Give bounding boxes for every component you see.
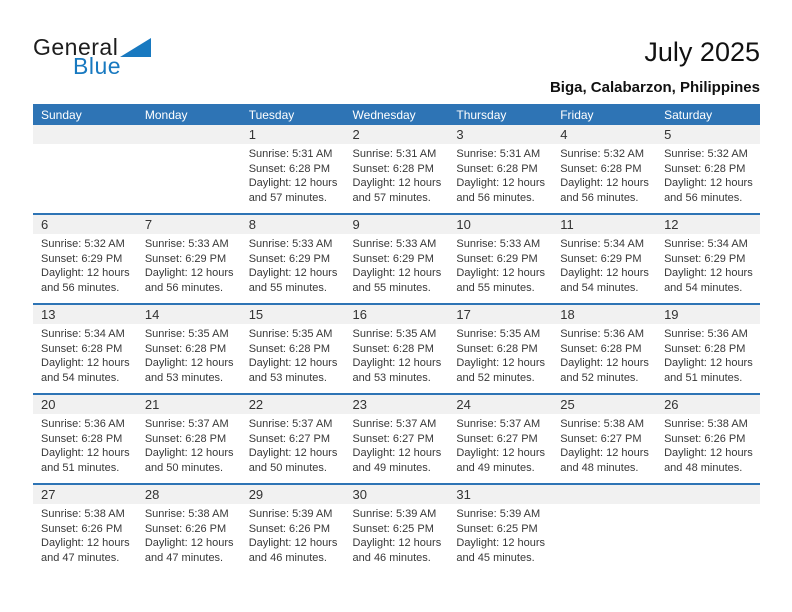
cell-details	[552, 324, 656, 385]
sunset-text: Sunset: 6:27 PM	[352, 432, 434, 445]
daylight-text-line1: Daylight: 12 hours	[41, 447, 130, 460]
daylight-text-line1: Daylight: 12 hours	[664, 357, 753, 370]
cell-details	[345, 504, 449, 565]
daylight-text-line1: Daylight: 12 hours	[560, 447, 649, 460]
cell-details	[33, 324, 137, 385]
sunset-text: Sunset: 6:29 PM	[456, 252, 538, 265]
daylight-text-line1: Daylight: 12 hours	[352, 447, 442, 460]
cell-details	[241, 414, 345, 475]
day-number-stripe	[33, 305, 137, 324]
calendar-cell	[33, 214, 137, 304]
weekday-header: Saturday	[656, 104, 760, 125]
daylight-text-line2: and 55 minutes.	[456, 281, 535, 294]
daylight-text-line1: Daylight: 12 hours	[41, 267, 130, 280]
calendar-cell-empty	[656, 484, 760, 573]
daylight-text-line2: and 55 minutes.	[352, 281, 431, 294]
cell-details	[137, 144, 241, 147]
cell-details	[345, 234, 449, 295]
cell-details	[137, 234, 241, 295]
cell-details	[241, 324, 345, 385]
calendar-cell	[345, 214, 449, 304]
day-number: 16	[352, 307, 367, 322]
week-row	[33, 484, 760, 573]
day-number-stripe	[241, 485, 345, 504]
daylight-text-line2: and 47 minutes.	[41, 551, 120, 564]
sunrise-text: Sunrise: 5:33 AM	[456, 238, 541, 250]
day-number: 29	[248, 487, 264, 502]
daylight-text-line2: and 57 minutes.	[248, 191, 327, 204]
daylight-text-line2: and 49 minutes.	[456, 461, 535, 474]
sunset-text: Sunset: 6:28 PM	[41, 432, 123, 445]
day-number: 9	[352, 217, 360, 232]
calendar-cell	[345, 394, 449, 484]
cell-details	[448, 144, 552, 205]
day-number	[33, 127, 41, 142]
sunrise-text: Sunrise: 5:38 AM	[560, 418, 644, 430]
daylight-text-line2: and 56 minutes.	[144, 281, 224, 294]
day-number-stripe	[241, 125, 345, 144]
daylight-text-line1: Daylight: 12 hours	[352, 537, 442, 550]
day-number: 26	[664, 397, 679, 412]
calendar-cell	[552, 125, 656, 214]
daylight-text-line1: Daylight: 12 hours	[248, 447, 338, 460]
sunrise-text: Sunrise: 5:37 AM	[456, 418, 541, 430]
daylight-text-line1: Daylight: 12 hours	[560, 177, 649, 190]
sunrise-text: Sunrise: 5:39 AM	[352, 508, 437, 520]
sunrise-text: Sunrise: 5:35 AM	[248, 328, 333, 340]
sunrise-text: Sunrise: 5:36 AM	[41, 418, 125, 430]
daylight-text-line2: and 54 minutes.	[41, 371, 120, 384]
calendar-cell	[552, 214, 656, 304]
day-number: 6	[41, 217, 49, 232]
day-number: 23	[352, 397, 367, 412]
sunset-text: Sunset: 6:28 PM	[560, 342, 642, 355]
calendar-cell	[552, 394, 656, 484]
calendar-cell	[137, 394, 241, 484]
cell-details	[656, 414, 760, 475]
day-number: 15	[248, 307, 264, 322]
day-number: 14	[144, 307, 160, 322]
sunrise-text: Sunrise: 5:36 AM	[664, 328, 748, 340]
calendar-cell	[345, 484, 449, 573]
week-row	[33, 214, 760, 304]
calendar-cell	[33, 484, 137, 573]
general-blue-logo	[33, 34, 151, 78]
day-number: 22	[248, 397, 264, 412]
daylight-text-line1: Daylight: 12 hours	[560, 357, 649, 370]
daylight-text-line2: and 54 minutes.	[664, 281, 743, 294]
sunrise-text: Sunrise: 5:37 AM	[144, 418, 229, 430]
cell-details	[552, 504, 656, 507]
sunrise-text: Sunrise: 5:35 AM	[144, 328, 229, 340]
day-number-stripe	[345, 305, 449, 324]
daylight-text-line1: Daylight: 12 hours	[248, 177, 338, 190]
sunset-text: Sunset: 6:27 PM	[456, 432, 538, 445]
daylight-text-line1: Daylight: 12 hours	[352, 267, 442, 280]
sunset-text: Sunset: 6:28 PM	[144, 432, 227, 445]
weekday-header: Friday	[552, 104, 656, 125]
day-number: 2	[352, 127, 360, 142]
sunset-text: Sunset: 6:29 PM	[664, 252, 746, 265]
daylight-text-line2: and 53 minutes.	[248, 371, 327, 384]
daylight-text-line2: and 51 minutes.	[664, 371, 743, 384]
calendar-cell-empty	[137, 125, 241, 214]
daylight-text-line2: and 52 minutes.	[560, 371, 639, 384]
calendar-head	[33, 104, 760, 125]
cell-details	[33, 234, 137, 295]
day-number-stripe	[241, 215, 345, 234]
calendar-cell	[241, 304, 345, 394]
calendar-cell	[345, 125, 449, 214]
sunset-text: Sunset: 6:28 PM	[456, 162, 538, 175]
day-number-stripe	[33, 125, 137, 144]
daylight-text-line1: Daylight: 12 hours	[144, 447, 234, 460]
week-row	[33, 394, 760, 484]
sunrise-text: Sunrise: 5:35 AM	[352, 328, 437, 340]
day-number-stripe	[552, 395, 656, 414]
calendar-cell	[448, 214, 552, 304]
daylight-text-line2: and 47 minutes.	[144, 551, 224, 564]
cell-details	[656, 234, 760, 295]
daylight-text-line2: and 50 minutes.	[248, 461, 327, 474]
sunset-text: Sunset: 6:28 PM	[248, 342, 331, 355]
day-number: 11	[560, 217, 574, 232]
day-number-stripe	[448, 215, 552, 234]
day-number	[137, 127, 145, 142]
daylight-text-line2: and 50 minutes.	[144, 461, 224, 474]
cell-details	[656, 504, 760, 507]
calendar-cell	[656, 125, 760, 214]
calendar-cell	[448, 394, 552, 484]
daylight-text-line1: Daylight: 12 hours	[248, 537, 338, 550]
day-number-stripe	[656, 305, 760, 324]
daylight-text-line2: and 53 minutes.	[352, 371, 431, 384]
location-subtitle: Biga, Calabarzon, Philippines	[549, 78, 760, 96]
sunset-text: Sunset: 6:28 PM	[248, 162, 331, 175]
daylight-text-line2: and 51 minutes.	[41, 461, 120, 474]
sunrise-text: Sunrise: 5:34 AM	[41, 328, 125, 340]
daylight-text-line1: Daylight: 12 hours	[456, 177, 546, 190]
day-number-stripe	[656, 485, 760, 504]
day-number: 31	[456, 487, 471, 502]
cell-details	[448, 504, 552, 565]
day-number: 18	[560, 307, 575, 322]
sunset-text: Sunset: 6:26 PM	[41, 522, 123, 535]
sunset-text: Sunset: 6:25 PM	[456, 522, 538, 535]
calendar-cell	[656, 304, 760, 394]
daylight-text-line2: and 45 minutes.	[456, 551, 535, 564]
sunset-text: Sunset: 6:26 PM	[664, 432, 746, 445]
cell-details	[552, 414, 656, 475]
sunrise-text: Sunrise: 5:34 AM	[560, 238, 644, 250]
sunset-text: Sunset: 6:28 PM	[352, 162, 434, 175]
page-title: July 2025	[644, 37, 760, 67]
daylight-text-line1: Daylight: 12 hours	[144, 537, 234, 550]
calendar-cell-empty	[552, 484, 656, 573]
day-number-stripe	[137, 395, 241, 414]
cell-details	[448, 324, 552, 385]
sunset-text: Sunset: 6:28 PM	[456, 342, 538, 355]
daylight-text-line1: Daylight: 12 hours	[664, 447, 753, 460]
sunrise-text: Sunrise: 5:39 AM	[456, 508, 541, 520]
cell-details	[137, 504, 241, 565]
sunset-text: Sunset: 6:28 PM	[144, 342, 227, 355]
day-number-stripe	[656, 215, 760, 234]
sunrise-text: Sunrise: 5:36 AM	[560, 328, 644, 340]
daylight-text-line1: Daylight: 12 hours	[664, 177, 753, 190]
calendar-cell	[137, 304, 241, 394]
cell-details	[656, 324, 760, 385]
day-number: 19	[664, 307, 679, 322]
cell-details	[448, 414, 552, 475]
day-number: 12	[664, 217, 679, 232]
day-number-stripe	[552, 485, 656, 504]
sunrise-text: Sunrise: 5:35 AM	[456, 328, 541, 340]
day-number-stripe	[33, 485, 137, 504]
sunrise-text: Sunrise: 5:37 AM	[248, 418, 333, 430]
sunrise-text: Sunrise: 5:37 AM	[352, 418, 437, 430]
cell-details	[656, 144, 760, 205]
daylight-text-line2: and 48 minutes.	[664, 461, 743, 474]
cell-details	[241, 504, 345, 565]
sunset-text: Sunset: 6:29 PM	[352, 252, 434, 265]
day-number-stripe	[656, 395, 760, 414]
week-row	[33, 304, 760, 394]
day-number-stripe	[345, 485, 449, 504]
sunset-text: Sunset: 6:28 PM	[664, 342, 746, 355]
calendar-cell	[137, 484, 241, 573]
day-number-stripe	[552, 215, 656, 234]
day-number-stripe	[33, 215, 137, 234]
calendar-cell	[241, 394, 345, 484]
day-number-stripe	[448, 305, 552, 324]
calendar-cell-empty	[33, 125, 137, 214]
daylight-text-line1: Daylight: 12 hours	[664, 267, 753, 280]
daylight-text-line2: and 56 minutes.	[560, 191, 639, 204]
day-number: 30	[352, 487, 367, 502]
calendar-cell	[241, 214, 345, 304]
day-number: 28	[144, 487, 160, 502]
daylight-text-line1: Daylight: 12 hours	[456, 447, 546, 460]
cell-details	[448, 234, 552, 295]
day-number: 4	[560, 127, 568, 142]
sunset-text: Sunset: 6:29 PM	[144, 252, 227, 265]
sunset-text: Sunset: 6:27 PM	[560, 432, 642, 445]
day-number-stripe	[448, 485, 552, 504]
cell-details	[552, 234, 656, 295]
daylight-text-line1: Daylight: 12 hours	[144, 267, 234, 280]
weekday-header: Tuesday	[241, 104, 345, 125]
calendar-cell	[552, 304, 656, 394]
sunset-text: Sunset: 6:28 PM	[560, 162, 642, 175]
daylight-text-line2: and 56 minutes.	[456, 191, 535, 204]
logo-text-blue: Blue	[73, 53, 122, 79]
daylight-text-line1: Daylight: 12 hours	[456, 357, 546, 370]
daylight-text-line2: and 46 minutes.	[248, 551, 327, 564]
day-number-stripe	[137, 305, 241, 324]
calendar-cell	[345, 304, 449, 394]
daylight-text-line1: Daylight: 12 hours	[456, 537, 546, 550]
day-number-stripe	[241, 305, 345, 324]
calendar-cell	[33, 304, 137, 394]
week-row	[33, 125, 760, 214]
cell-details	[33, 144, 137, 147]
sunrise-text: Sunrise: 5:31 AM	[248, 148, 333, 160]
day-number-stripe	[137, 215, 241, 234]
cell-details	[552, 144, 656, 205]
weekday-header: Sunday	[33, 104, 137, 125]
cell-details	[33, 414, 137, 475]
day-number-stripe	[33, 395, 137, 414]
calendar-cell	[656, 394, 760, 484]
day-number: 13	[41, 307, 56, 322]
daylight-text-line1: Daylight: 12 hours	[144, 357, 234, 370]
day-number: 1	[248, 127, 256, 142]
day-number-stripe	[448, 395, 552, 414]
calendar-cell	[33, 394, 137, 484]
cell-details	[241, 144, 345, 205]
sunrise-text: Sunrise: 5:32 AM	[560, 148, 644, 160]
sunset-text: Sunset: 6:29 PM	[41, 252, 123, 265]
day-number-stripe	[345, 215, 449, 234]
day-number-stripe	[137, 485, 241, 504]
daylight-text-line1: Daylight: 12 hours	[560, 267, 649, 280]
day-number: 20	[41, 397, 56, 412]
cell-details	[345, 144, 449, 205]
sunrise-text: Sunrise: 5:31 AM	[352, 148, 437, 160]
sunrise-text: Sunrise: 5:33 AM	[144, 238, 229, 250]
sunrise-text: Sunrise: 5:31 AM	[456, 148, 541, 160]
logo-triangle-icon	[120, 38, 151, 57]
weekday-header: Thursday	[448, 104, 552, 125]
day-number-stripe	[241, 395, 345, 414]
day-number	[552, 487, 560, 502]
sunrise-text: Sunrise: 5:32 AM	[664, 148, 748, 160]
calendar-cell	[241, 125, 345, 214]
day-number: 3	[456, 127, 464, 142]
day-number-stripe	[137, 125, 241, 144]
sunrise-text: Sunrise: 5:32 AM	[41, 238, 125, 250]
sunset-text: Sunset: 6:28 PM	[41, 342, 123, 355]
day-number-stripe	[345, 395, 449, 414]
daylight-text-line2: and 56 minutes.	[664, 191, 743, 204]
daylight-text-line2: and 48 minutes.	[560, 461, 639, 474]
logo-text-general: General	[33, 34, 119, 60]
daylight-text-line1: Daylight: 12 hours	[248, 267, 338, 280]
cell-details	[137, 414, 241, 475]
daylight-text-line1: Daylight: 12 hours	[41, 357, 130, 370]
day-number: 7	[144, 217, 153, 232]
calendar-cell	[241, 484, 345, 573]
daylight-text-line2: and 55 minutes.	[248, 281, 327, 294]
day-number: 10	[456, 217, 471, 232]
sunset-text: Sunset: 6:27 PM	[248, 432, 331, 445]
day-number	[656, 487, 664, 502]
sunset-text: Sunset: 6:29 PM	[560, 252, 642, 265]
daylight-text-line2: and 54 minutes.	[560, 281, 639, 294]
cell-details	[33, 504, 137, 565]
calendar-table	[33, 104, 760, 573]
day-number-stripe	[448, 125, 552, 144]
calendar-cell	[448, 304, 552, 394]
day-number-stripe	[656, 125, 760, 144]
cell-details	[345, 324, 449, 385]
sunrise-text: Sunrise: 5:38 AM	[41, 508, 125, 520]
daylight-text-line1: Daylight: 12 hours	[41, 537, 130, 550]
calendar-cell	[448, 125, 552, 214]
daylight-text-line2: and 46 minutes.	[352, 551, 431, 564]
calendar-cell	[448, 484, 552, 573]
weekday-header: Wednesday	[345, 104, 449, 125]
daylight-text-line1: Daylight: 12 hours	[456, 267, 546, 280]
daylight-text-line2: and 56 minutes.	[41, 281, 120, 294]
day-number: 27	[41, 487, 56, 502]
calendar-cell	[656, 214, 760, 304]
sunset-text: Sunset: 6:28 PM	[664, 162, 746, 175]
cell-details	[137, 324, 241, 385]
day-number: 17	[456, 307, 471, 322]
daylight-text-line2: and 53 minutes.	[144, 371, 224, 384]
sunset-text: Sunset: 6:28 PM	[352, 342, 434, 355]
sunset-text: Sunset: 6:25 PM	[352, 522, 434, 535]
daylight-text-line2: and 49 minutes.	[352, 461, 431, 474]
cell-details	[241, 234, 345, 295]
sunrise-text: Sunrise: 5:34 AM	[664, 238, 748, 250]
sunset-text: Sunset: 6:29 PM	[248, 252, 331, 265]
page-header	[33, 34, 760, 100]
sunrise-text: Sunrise: 5:38 AM	[664, 418, 748, 430]
day-number: 21	[144, 397, 160, 412]
weekday-header-row	[33, 104, 760, 125]
sunrise-text: Sunrise: 5:39 AM	[248, 508, 333, 520]
daylight-text-line2: and 57 minutes.	[352, 191, 431, 204]
day-number: 25	[560, 397, 575, 412]
day-number-stripe	[552, 125, 656, 144]
day-number-stripe	[345, 125, 449, 144]
day-number-stripe	[552, 305, 656, 324]
sunset-text: Sunset: 6:26 PM	[144, 522, 227, 535]
daylight-text-line2: and 52 minutes.	[456, 371, 535, 384]
day-number: 5	[664, 127, 672, 142]
daylight-text-line1: Daylight: 12 hours	[352, 357, 442, 370]
sunrise-text: Sunrise: 5:33 AM	[352, 238, 437, 250]
weekday-header: Monday	[137, 104, 241, 125]
day-number: 24	[456, 397, 471, 412]
title-block	[550, 34, 760, 96]
sunrise-text: Sunrise: 5:33 AM	[248, 238, 333, 250]
day-number: 8	[248, 217, 256, 232]
cell-details	[345, 414, 449, 475]
calendar-body	[33, 125, 760, 573]
daylight-text-line1: Daylight: 12 hours	[248, 357, 338, 370]
calendar-cell	[137, 214, 241, 304]
sunrise-text: Sunrise: 5:38 AM	[144, 508, 229, 520]
daylight-text-line1: Daylight: 12 hours	[352, 177, 442, 190]
sunset-text: Sunset: 6:26 PM	[248, 522, 331, 535]
